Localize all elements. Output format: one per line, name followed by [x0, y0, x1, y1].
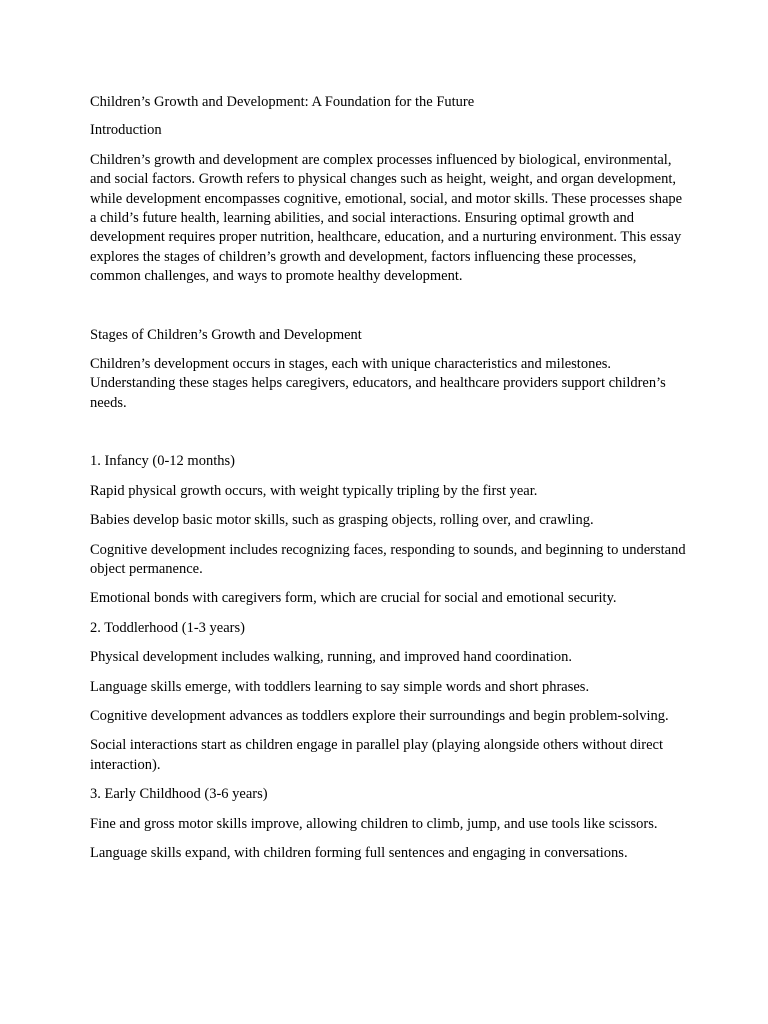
stages-heading: Stages of Children’s Growth and Development [90, 326, 362, 343]
toddlerhood-heading: 2. Toddlerhood (1-3 years) [90, 619, 245, 636]
infancy-heading: 1. Infancy (0-12 months) [90, 453, 235, 470]
document-title: Children’s Growth and Development: A Foundation for the Future [90, 94, 475, 110]
early-childhood-heading: 3. Early Childhood (3-6 years) [90, 786, 268, 803]
infancy-point: Babies develop basic motor skills, such as grasping objects, rolling over, and crawling. [90, 512, 594, 529]
infancy-point: Cognitive development includes recognizing faces, responding to sounds, and beginning to understand object permanence. [90, 541, 686, 577]
document-page [90, 93, 688, 873]
early-childhood-point: Fine and gross motor skills improve, allowing children to climb, jump, and use tools like scissors. [90, 815, 658, 832]
toddlerhood-point: Language skills emerge, with toddlers learning to say simple words and short phrases. [90, 678, 590, 695]
toddlerhood-point: Cognitive development advances as toddlers explore their surroundings and begin problem-solving. [90, 707, 669, 724]
infancy-point: Rapid physical growth occurs, with weight typically tripling by the first year. [90, 482, 538, 499]
early-childhood-point: Language skills expand, with children forming full sentences and engaging in conversations. [90, 844, 628, 861]
introduction-heading: Introduction [90, 122, 162, 139]
toddlerhood-point: Social interactions start as children engage in parallel play (playing alongside others without direct interaction). [90, 737, 663, 773]
introduction-paragraph: Children’s growth and development are complex processes influenced by biological, environmental, and social factors. Growth refers to physical changes such as height, weight, and organ development, while development encompasses cognitive, emotional, social, and motor skills. These processes shape a child’s future health, learning abilities, and social interactions. Ensuring optimal growth and development requires proper nutrition, healthcare, education, and a nurturing environment. This essay explores the stages of children’s growth and development, factors influencing these processes, common challenges, and ways to promote healthy development. [90, 151, 683, 285]
toddlerhood-point: Physical development includes walking, running, and improved hand coordination. [90, 649, 573, 666]
stages-paragraph: Children’s development occurs in stages, each with unique characteristics and milestones. Understanding these stages helps caregivers, educators, and healthcare providers support children’s needs. [90, 356, 666, 411]
infancy-point: Emotional bonds with caregivers form, which are crucial for social and emotional security. [90, 590, 617, 607]
